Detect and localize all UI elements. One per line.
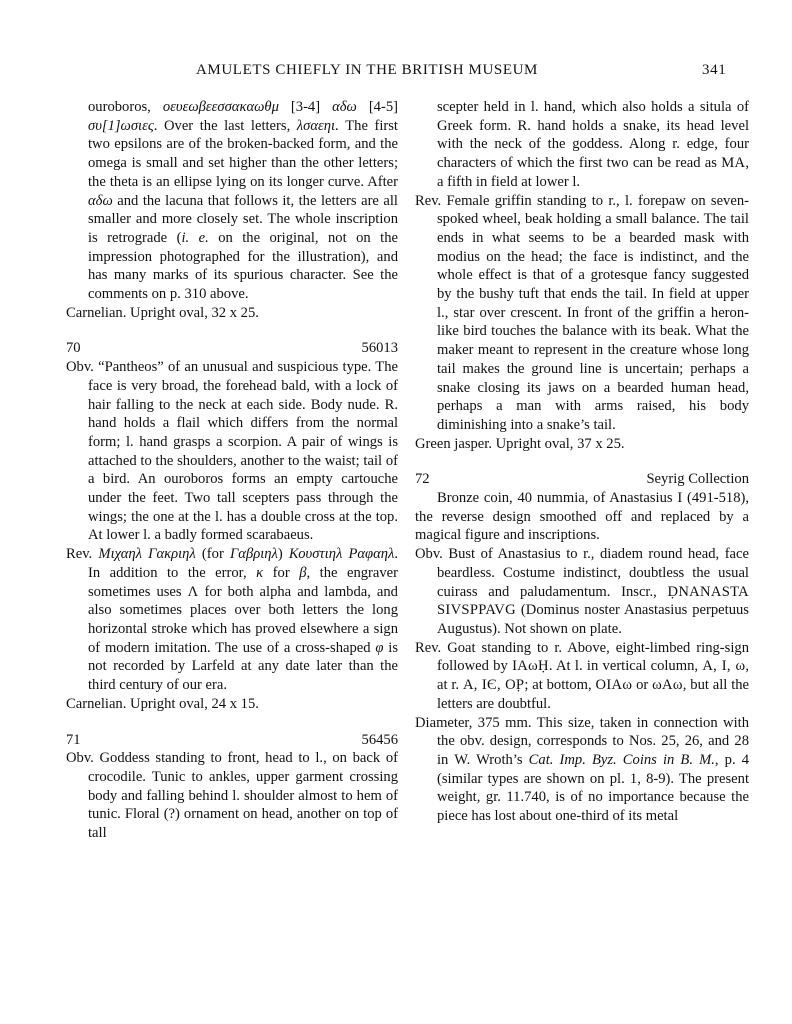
inscription-letters: MA bbox=[721, 155, 746, 172]
registration-number: 56456 bbox=[361, 731, 398, 748]
entry-number: 72 bbox=[415, 471, 430, 488]
left-column bbox=[66, 98, 398, 843]
greek-inscription: Κουστιηλ Ραφαηλ bbox=[288, 546, 395, 563]
inscription-letters: A, IЄ, OP̣ bbox=[462, 677, 525, 694]
greek-inscription: Γαβριηλ bbox=[230, 546, 278, 563]
entry-71-heading bbox=[66, 731, 398, 750]
entry-72-intro: Bronze coin, 40 nummia, of Anastasius I (491-518), the reverse design smoothed off and replaced by a magical figure and inscriptions. bbox=[415, 490, 749, 544]
entry-72-reverse: Rev. Goat standing to r. Above, eight-limbed ring-sign followed by IAωḤ. At l. in vertical column, A, I, ω, at r. A, IЄ, OP̣; at bottom, OIAω or ωAω, but all the letters are doubtful. bbox=[415, 639, 750, 712]
entry-70-reverse: Rev. Μιχαηλ Γακριηλ (for Γαβριηλ) Κουστιηλ Ραφαηλ. In addition to the error, κ for β, the engraver sometimes uses Λ for both alpha and lambda, and also sometimes places over both letters the long horizontal stroke which has proved elsewhere a sign of modern imitation. The use of a cross-shaped φ is not recorded by Larfeld at any date later than the third century of our era. bbox=[66, 546, 399, 694]
entry-71-reverse: Rev. Female griffin standing to r., l. forepaw on seven-spoked wheel, beak holding a small balance. The tail ends in what seems to be a bearded mask with modius on the head; the face is indistinct, and the whole effect is that of a grotesque fancy suggested by the bushy tuft that ends the tail. In field at upper l., star over crescent. In front of the griffin a heron-like bird touches the balance with its beak. What the maker meant to represent in the creature whose long tail makes the ground line is uncertain; perhaps a snake closing its jaws on a bearded human head, perhaps a man with arms raised, his body diminishing into a snake’s tail. bbox=[415, 192, 749, 433]
greek-inscription: Μιχαηλ Γακριηλ bbox=[98, 546, 196, 563]
right-column bbox=[415, 98, 749, 826]
material-line-70: Carnelian. Upright oval, 24 x 15. bbox=[66, 695, 259, 712]
greek-inscription: συ[1]ωσιες bbox=[88, 117, 154, 134]
greek-inscription: λσαεηι bbox=[296, 117, 336, 134]
collection-name: Seyrig Collection bbox=[646, 471, 749, 488]
entry-69-continuation: ouroboros, οευεωβεεσσακαωθμ [3-4] αδω [4-5] συ[1]ωσιες. Over the last letters, λσαεηι. The first two epsilons are of the broken-backed form, and the omega is small and set higher than the other letters; the theta is an ellipse lying on its longer curve. After αδω and the lacuna that follows it, the letters are all smaller and more closely set. The whole inscription is retrograde (i. e. on the original, not on the impression photographed for the illustration), and has many marks of its spurious character. See the comments on p. 310 above. bbox=[88, 99, 398, 303]
catalogue-title: Cat. Imp. Byz. Coins in B. M. bbox=[528, 751, 715, 768]
inscription-letters: IAωḤ bbox=[512, 658, 549, 675]
material-line-69: Carnelian. Upright oval, 32 x 25. bbox=[66, 304, 259, 321]
inscription-letters: A, I, ω bbox=[702, 658, 746, 675]
entry-71-obverse-continuation: scepter held in l. hand, which also holds a situla of Greek form. R. hand holds a snake, its head level with the neck of the goddess. Along r. edge, four characters of which the first two can be read as MA, a fifth in field at lower l. bbox=[437, 99, 749, 190]
coin-inscription: ḌNANASTA SIVSPPAVG bbox=[437, 583, 749, 619]
entry-70-heading bbox=[66, 339, 398, 358]
page-header bbox=[0, 62, 792, 82]
entry-70-obverse: Obv. “Pantheos” of an unusual and suspicious type. The face is very broad, the forehead bald, with a lock of hair falling to the neck at each side. Body nude. R. hand holds a flail which differs from the normal form; l. hand grasps a scorpion. A pair of wings is attached to the shoulders, another to the waist; tail of a bird. An ouroboros forms an empty cartouche under the feet. Two tall scepters pass through the wings; the one at the l. has a double cross at the top. At lower l. a badly formed scarabaeus. bbox=[66, 359, 398, 544]
entry-71-obverse: Obv. Goddess standing to front, head to l., on back of crocodile. Tunic to ankles, upper garment crossing body and falling behind l. shoulder almost to hem of tunic. Floral (?) ornament on head, another on top of tall bbox=[66, 750, 398, 842]
entry-number: 71 bbox=[66, 731, 81, 748]
greek-inscription: οευεωβεεσσακαωθμ bbox=[162, 99, 279, 115]
greek-inscription: αδω bbox=[332, 99, 357, 115]
inscription-letters: ωAω bbox=[652, 677, 683, 694]
greek-inscription: αδω bbox=[88, 192, 113, 209]
inscription-letters: OIAω bbox=[595, 677, 633, 694]
entry-72-obverse: Obv. Bust of Anastasius to r., diadem round head, face beardless. Costume indistinct, doubtless the usual cuirass and paludamentum. Inscr., ḌNANASTA SIVSPPAVG (Dominus noster Anastasius perpetuus Augustus). Not shown on plate. bbox=[415, 546, 749, 637]
entry-72-diameter: Diameter, 375 mm. This size, taken in connection with the obv. design, corresponds to Nos. 25, 26, and 28 in W. Wroth’s Cat. Imp. Byz. Coins in B. M., p. 4 (similar types are shown on pl. 1, 8-9). The present weight, gr. 11.740, is of no importance because the piece has lost about one-third of its metal bbox=[415, 714, 749, 825]
running-head: AMULETS CHIEFLY IN THE BRITISH MUSEUM bbox=[196, 62, 538, 78]
page-number: 341 bbox=[702, 62, 727, 78]
entry-72-heading bbox=[415, 470, 749, 489]
registration-number: 56013 bbox=[361, 340, 398, 357]
entry-number: 70 bbox=[66, 340, 81, 357]
material-line-71: Green jasper. Upright oval, 37 x 25. bbox=[415, 435, 625, 452]
